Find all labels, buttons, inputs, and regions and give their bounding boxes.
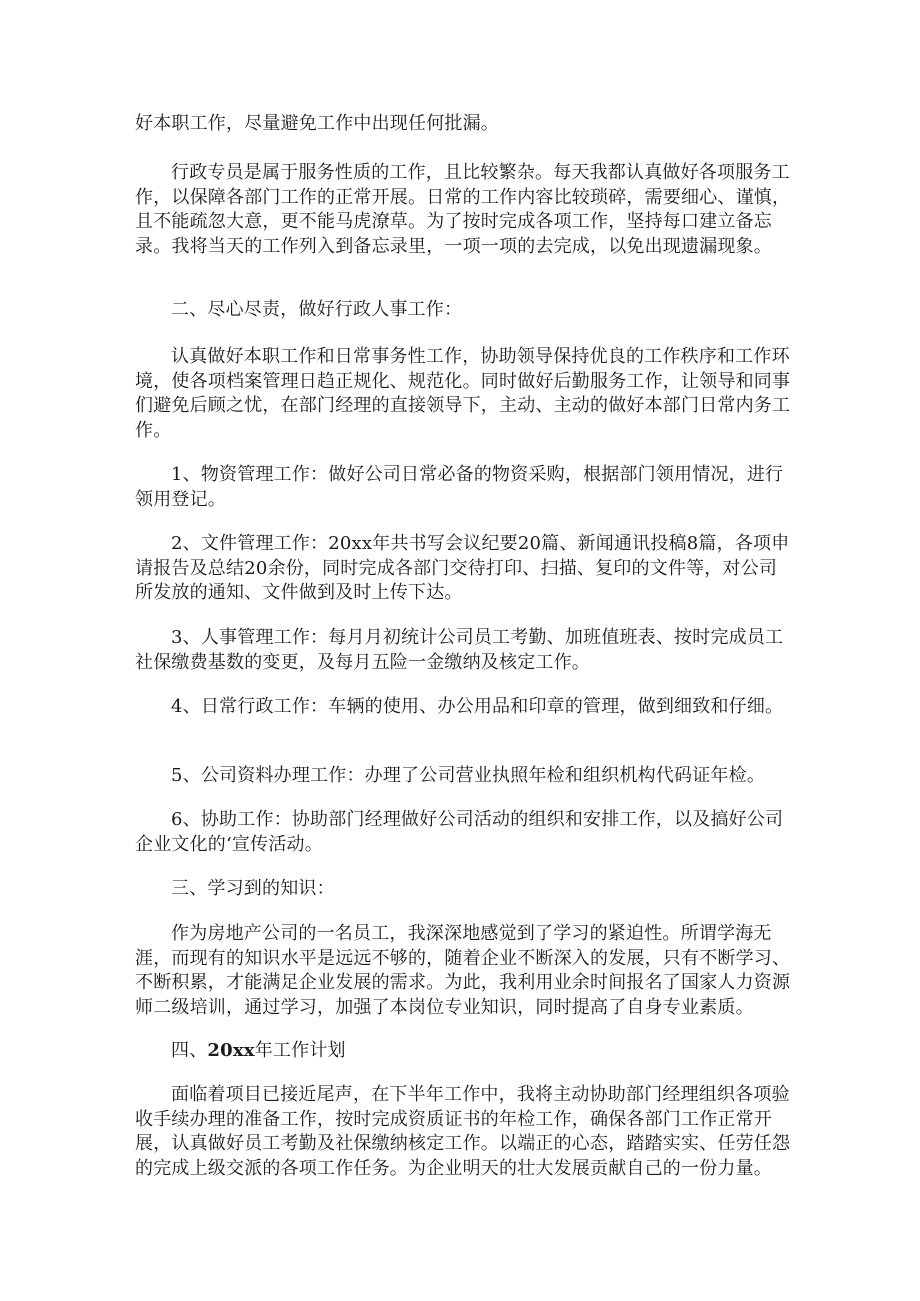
- section-4-heading-year: 20xx: [207, 1040, 255, 1061]
- list-item-2: 2、文件管理工作：20xx年共书写会议纪要20篇、新闻通讯投稿8篇，各项申请报告及总结20余份，同时完成各部门交待打印、扫描、复印的文件等，对公司所发放的通知、文件做到及时上传下达。: [135, 533, 790, 603]
- list-item-1: 1、物资管理工作：做好公司日常必备的物资采购，根据部门领用情况，进行领用登记。: [135, 464, 784, 510]
- admin-paragraph: 行政专员是属于服务性质的工作，且比较繁杂。每天我都认真做好各项服务工作，以保障各部门工作的正常开展。日常的工作内容比较琐碎，需要细心、谨慎，且不能疏忽大意，更不能马虎潦草。为了按时完成各项工作，坚持每口建立备忘录。我将当天的工作列入到备忘录里，一项一项的去完成，以免出现遗漏现象。: [135, 162, 791, 257]
- list-item-6: 6、协助工作：协助部门经理做好公司活动的组织和安排工作，以及搞好公司企业文化的‘宣传活动。: [135, 809, 784, 855]
- section-3-paragraph: 作为房地产公司的一名员工，我深深地感觉到了学习的紧迫性。所谓学海无涯，而现有的知识水平是远远不够的，随着企业不断深入的发展，只有不断学习、不断积累，才能满足企业发展的需求。为此，我利用业余时间报名了国家人力资源师二级培训，通过学习，加强了本岗位专业知识，同时提高了自身专业素质。: [135, 923, 791, 1018]
- section-4-heading-prefix: 四、: [171, 1040, 208, 1061]
- section-4-heading-suffix: 年工作计划: [254, 1040, 346, 1061]
- opening-paragraph: 好本职工作，尽量避免工作中出现任何批漏。: [135, 113, 499, 134]
- section-2-heading: 二、尽心尽责，做好行政人事工作：: [171, 299, 463, 320]
- section-3-heading: 三、学习到的知识：: [171, 878, 335, 899]
- list-item-4: 4、日常行政工作：车辆的使用、办公用品和印章的管理，做到细致和仔细。: [171, 696, 784, 717]
- list-item-5: 5、公司资料办理工作：办理了公司营业执照年检和组织机构代码证年检。: [171, 765, 766, 786]
- section-4-heading: [171, 1039, 346, 1064]
- section-4-paragraph: 面临着项目已接近尾声，在下半年工作中，我将主动协助部门经理组织各项验收手续办理的准备工作，按时完成资质证书的年检工作，确保各部门工作正常开展，认真做好员工考勤及社保缴纳核定工作。以端正的心态，踏踏实实、任劳任怨的完成上级交派的各项工作任务。为企业明天的壮大发展贡献自己的一份力量。: [135, 1084, 791, 1179]
- section-2-paragraph: 认真做好本职工作和日常事务性工作，协助领导保持优良的工作秩序和工作环境，使各项档案管理日趋正规化、规范化。同时做好后勤服务工作，让领导和同事们避免后顾之忧，在部门经理的直接领导下，主动、主动的做好本部门日常内务工作。: [135, 346, 791, 441]
- list-item-3: 3、人事管理工作：每月月初统计公司员工考勤、加班值班表、按时完成员工社保缴费基数的变更，及每月五险一金缴纳及核定工作。: [135, 627, 784, 673]
